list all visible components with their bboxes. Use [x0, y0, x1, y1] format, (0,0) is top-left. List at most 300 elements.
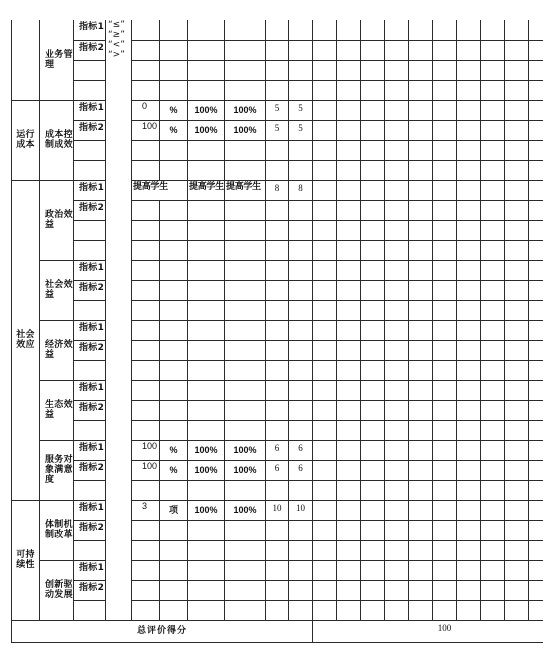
improve-text: 提高学生 [188, 180, 225, 200]
indicator-label: 指标2 [74, 280, 106, 300]
table-cell [337, 600, 361, 620]
table-cell [225, 60, 266, 80]
table-row [12, 20, 543, 40]
table-cell [132, 600, 160, 620]
table-cell [188, 380, 225, 400]
indicator-label: 指标1 [74, 100, 106, 120]
table-cell [132, 420, 160, 440]
indicator-label-empty [74, 300, 106, 320]
indicator-label-empty [74, 600, 106, 620]
table-cell [385, 280, 409, 300]
table-cell [481, 560, 505, 580]
table-cell [337, 100, 361, 120]
table-cell [313, 80, 337, 100]
table-cell [225, 20, 266, 40]
table-cell [505, 240, 529, 260]
indicator-label: 指标1 [74, 500, 106, 520]
table-cell [289, 480, 313, 500]
table-cell [337, 360, 361, 380]
table-cell [409, 580, 433, 600]
table-cell [160, 560, 188, 580]
table-cell [529, 340, 543, 360]
table-cell [505, 260, 529, 280]
table-cell [457, 260, 481, 280]
table-cell [433, 380, 457, 400]
table-cell [313, 460, 337, 480]
annual-target: 100% [188, 440, 225, 460]
target-value: 100 [132, 460, 160, 480]
table-cell [266, 360, 289, 380]
table-cell [132, 80, 160, 100]
unit-value: 项 [160, 500, 188, 520]
indicator-label: 指标1 [74, 180, 106, 200]
indicator-label-empty [74, 420, 106, 440]
table-cell [266, 140, 289, 160]
table-cell [289, 260, 313, 280]
table-cell [337, 240, 361, 260]
table-cell [481, 20, 505, 40]
table-cell [225, 240, 266, 260]
annual-target: 100% [188, 120, 225, 140]
table-cell [160, 540, 188, 560]
table-cell [188, 420, 225, 440]
table-cell [457, 220, 481, 240]
table-cell [132, 160, 160, 180]
table-cell [409, 600, 433, 620]
table-cell [457, 460, 481, 480]
table-cell [361, 180, 385, 200]
table-cell [409, 100, 433, 120]
table-cell [266, 520, 289, 540]
dimension-operation-cost: 运行成本 [12, 100, 40, 180]
unit-value: % [160, 460, 188, 480]
table-cell [225, 560, 266, 580]
table-cell [385, 180, 409, 200]
table-cell [337, 580, 361, 600]
table-cell [409, 440, 433, 460]
table-cell [266, 160, 289, 180]
table-cell [433, 120, 457, 140]
table-cell [160, 400, 188, 420]
table-cell [337, 520, 361, 540]
indicator-label-empty [74, 220, 106, 240]
table-cell [289, 560, 313, 580]
table-cell [457, 80, 481, 100]
table-cell [361, 320, 385, 340]
table-cell [385, 600, 409, 620]
table-cell [409, 180, 433, 200]
indicator-label: 指标1 [74, 380, 106, 400]
table-cell [433, 440, 457, 460]
table-cell [529, 300, 543, 320]
table-cell [160, 300, 188, 320]
table-cell [433, 480, 457, 500]
table-cell [529, 580, 543, 600]
table-cell [409, 500, 433, 520]
table-cell [337, 340, 361, 360]
table-row [12, 40, 543, 60]
table-cell [457, 280, 481, 300]
table-cell [409, 360, 433, 380]
table-cell [313, 180, 337, 200]
category-satisfaction: 服务对象满意度 [40, 440, 74, 500]
table-cell [266, 420, 289, 440]
table-cell [505, 600, 529, 620]
table-cell [529, 440, 543, 460]
table-cell [337, 440, 361, 460]
table-cell [481, 600, 505, 620]
table-cell [337, 400, 361, 420]
table-cell [313, 340, 337, 360]
table-cell [481, 240, 505, 260]
table-cell [433, 520, 457, 540]
weight-value: 6 [266, 440, 289, 460]
table-cell [289, 340, 313, 360]
table-cell [505, 300, 529, 320]
table-cell [160, 200, 188, 220]
table-cell [266, 300, 289, 320]
table-cell [505, 380, 529, 400]
table-cell [337, 380, 361, 400]
table-cell [529, 120, 543, 140]
table-cell [337, 540, 361, 560]
table-cell [481, 340, 505, 360]
score-value: 5 [289, 100, 313, 120]
table-cell [289, 580, 313, 600]
table-cell [505, 40, 529, 60]
table-cell [361, 60, 385, 80]
indicator-label: 指标2 [74, 200, 106, 220]
table-cell [409, 420, 433, 440]
table-cell [289, 600, 313, 620]
table-cell [433, 540, 457, 560]
table-cell [361, 260, 385, 280]
table-cell [289, 360, 313, 380]
indicator-label-empty [74, 480, 106, 500]
table-cell [505, 520, 529, 540]
table-cell [289, 320, 313, 340]
table-cell [361, 340, 385, 360]
table-cell [385, 40, 409, 60]
actual-value: 100% [225, 500, 266, 520]
table-cell [457, 600, 481, 620]
table-cell [481, 500, 505, 520]
table-cell [385, 200, 409, 220]
table-cell [361, 240, 385, 260]
table-cell [160, 260, 188, 280]
table-cell [337, 220, 361, 240]
table-cell [225, 220, 266, 240]
indicator-label-empty [74, 540, 106, 560]
table-cell [385, 560, 409, 580]
table-cell [433, 60, 457, 80]
table-cell [505, 140, 529, 160]
table-cell [505, 220, 529, 240]
table-cell [188, 340, 225, 360]
table-cell [160, 240, 188, 260]
table-cell [160, 380, 188, 400]
table-cell [505, 580, 529, 600]
indicator-label: 指标2 [74, 340, 106, 360]
table-cell [132, 400, 160, 420]
table-cell [481, 380, 505, 400]
table-cell [160, 140, 188, 160]
table-cell [433, 200, 457, 220]
table-cell [188, 220, 225, 240]
actual-value: 100% [225, 440, 266, 460]
table-cell [160, 420, 188, 440]
table-row [12, 240, 543, 260]
table-cell [505, 180, 529, 200]
table-cell [409, 200, 433, 220]
table-cell [457, 380, 481, 400]
table-cell [481, 440, 505, 460]
category-social: 社会效益 [40, 260, 74, 320]
table-cell [132, 260, 160, 280]
table-cell [529, 500, 543, 520]
category-cost-control: 成本控制成效 [40, 100, 74, 180]
table-row [12, 120, 543, 140]
table-cell [160, 320, 188, 340]
indicator-label-empty [74, 240, 106, 260]
table-cell [505, 540, 529, 560]
table-cell [313, 300, 337, 320]
table-row [12, 100, 543, 120]
table-cell [529, 480, 543, 500]
table-cell [481, 360, 505, 380]
table-cell [385, 460, 409, 480]
table-cell [225, 40, 266, 60]
table-cell [529, 380, 543, 400]
table-cell [409, 220, 433, 240]
table-cell [457, 480, 481, 500]
table-cell [266, 580, 289, 600]
table-cell [505, 480, 529, 500]
table-cell [188, 160, 225, 180]
table-cell [481, 280, 505, 300]
table-cell [160, 80, 188, 100]
table-cell [132, 220, 160, 240]
annual-target: 100% [188, 100, 225, 120]
table-cell [361, 460, 385, 480]
table-cell [457, 400, 481, 420]
table-cell [481, 480, 505, 500]
table-cell [160, 580, 188, 600]
table-cell [409, 340, 433, 360]
table-cell [457, 540, 481, 560]
table-cell [529, 80, 543, 100]
table-cell [409, 300, 433, 320]
table-cell [337, 420, 361, 440]
table-cell [266, 320, 289, 340]
weight-value: 10 [266, 500, 289, 520]
table-cell [481, 320, 505, 340]
table-cell [457, 140, 481, 160]
indicator-label: 指标2 [74, 120, 106, 140]
table-cell [457, 180, 481, 200]
table-cell [361, 100, 385, 120]
table-cell [361, 300, 385, 320]
table-cell [188, 360, 225, 380]
table-cell [337, 500, 361, 520]
table-cell [337, 120, 361, 140]
table-cell [337, 300, 361, 320]
score-value: 5 [289, 120, 313, 140]
table-cell [289, 140, 313, 160]
table-cell [433, 320, 457, 340]
total-score-label: 总评价得分 [12, 620, 313, 642]
table-cell [313, 200, 337, 220]
table-cell [409, 280, 433, 300]
table-cell [361, 480, 385, 500]
table-cell [160, 520, 188, 540]
table-cell [160, 280, 188, 300]
table-cell [188, 560, 225, 580]
table-cell [289, 420, 313, 440]
table-cell [132, 560, 160, 580]
table-cell [337, 200, 361, 220]
weight-value: 5 [266, 100, 289, 120]
table-cell [457, 560, 481, 580]
table-cell [225, 580, 266, 600]
annual-target: 100% [188, 500, 225, 520]
table-cell [433, 420, 457, 440]
table-cell [457, 20, 481, 40]
table-cell [188, 80, 225, 100]
table-cell [505, 420, 529, 440]
table-cell [313, 20, 337, 40]
table-cell [313, 500, 337, 520]
table-cell [529, 400, 543, 420]
table-cell [481, 200, 505, 220]
indicator-label-empty [74, 160, 106, 180]
table-row [12, 220, 543, 240]
table-cell [160, 60, 188, 80]
evaluation-table [11, 20, 543, 643]
table-cell [529, 240, 543, 260]
table-cell [385, 220, 409, 240]
table-cell [132, 200, 160, 220]
table-cell [225, 480, 266, 500]
table-cell [481, 460, 505, 480]
table-cell [289, 60, 313, 80]
table-cell [529, 220, 543, 240]
table-cell [266, 20, 289, 40]
table-row [12, 480, 543, 500]
table-cell [132, 240, 160, 260]
table-row [12, 180, 543, 200]
table-cell [481, 420, 505, 440]
table-cell [337, 260, 361, 280]
table-cell [505, 160, 529, 180]
indicator-label: 指标2 [74, 40, 106, 60]
table-cell [457, 360, 481, 380]
table-cell [337, 20, 361, 40]
table-cell [505, 460, 529, 480]
table-cell [457, 60, 481, 80]
table-cell [433, 100, 457, 120]
improve-text: 提高学生 [132, 180, 188, 200]
table-cell [529, 460, 543, 480]
table-cell [361, 420, 385, 440]
table-cell [481, 100, 505, 120]
table-cell [457, 420, 481, 440]
category-reform: 体制机制改革 [40, 500, 74, 560]
table-cell [289, 220, 313, 240]
table-cell [409, 40, 433, 60]
table-cell [433, 160, 457, 180]
table-cell [385, 480, 409, 500]
table-cell [457, 440, 481, 460]
table-cell [188, 600, 225, 620]
table-cell [313, 260, 337, 280]
table-cell [188, 260, 225, 280]
table-cell [529, 180, 543, 200]
table-cell [337, 40, 361, 60]
score-value: 6 [289, 440, 313, 460]
table-cell [132, 360, 160, 380]
table-cell [337, 160, 361, 180]
table-cell [529, 60, 543, 80]
unit-value: % [160, 120, 188, 140]
table-cell [529, 160, 543, 180]
indicator-label: 指标1 [74, 260, 106, 280]
table-row [12, 140, 543, 160]
table-cell [160, 600, 188, 620]
category-ecological: 生态效益 [40, 380, 74, 440]
weight-value: 5 [266, 120, 289, 140]
table-row [12, 280, 543, 300]
table-cell [188, 480, 225, 500]
table-cell [457, 320, 481, 340]
table-cell [188, 20, 225, 40]
actual-value: 100% [225, 460, 266, 480]
score-value: 10 [289, 500, 313, 520]
table-cell [505, 500, 529, 520]
table-cell [132, 380, 160, 400]
table-cell [433, 260, 457, 280]
table-cell [337, 140, 361, 160]
table-cell [481, 260, 505, 280]
table-cell [505, 320, 529, 340]
table-cell [361, 280, 385, 300]
table-cell [266, 80, 289, 100]
table-cell [132, 280, 160, 300]
table-cell [361, 40, 385, 60]
table-cell [433, 40, 457, 60]
table-cell [132, 20, 160, 40]
table-cell [313, 360, 337, 380]
table-cell [481, 40, 505, 60]
table-cell [313, 100, 337, 120]
weight-value: 6 [266, 460, 289, 480]
table-cell [160, 40, 188, 60]
table-cell [225, 300, 266, 320]
table-cell [266, 480, 289, 500]
table-cell [266, 220, 289, 240]
table-cell [409, 320, 433, 340]
actual-value: 100% [225, 100, 266, 120]
table-row [12, 380, 543, 400]
table-cell [132, 40, 160, 60]
table-cell [337, 480, 361, 500]
indicator-label-empty [74, 60, 106, 80]
score-value: 8 [289, 180, 313, 200]
table-cell [313, 280, 337, 300]
indicator-label: 指标1 [74, 320, 106, 340]
table-cell [361, 580, 385, 600]
table-row [12, 200, 543, 220]
